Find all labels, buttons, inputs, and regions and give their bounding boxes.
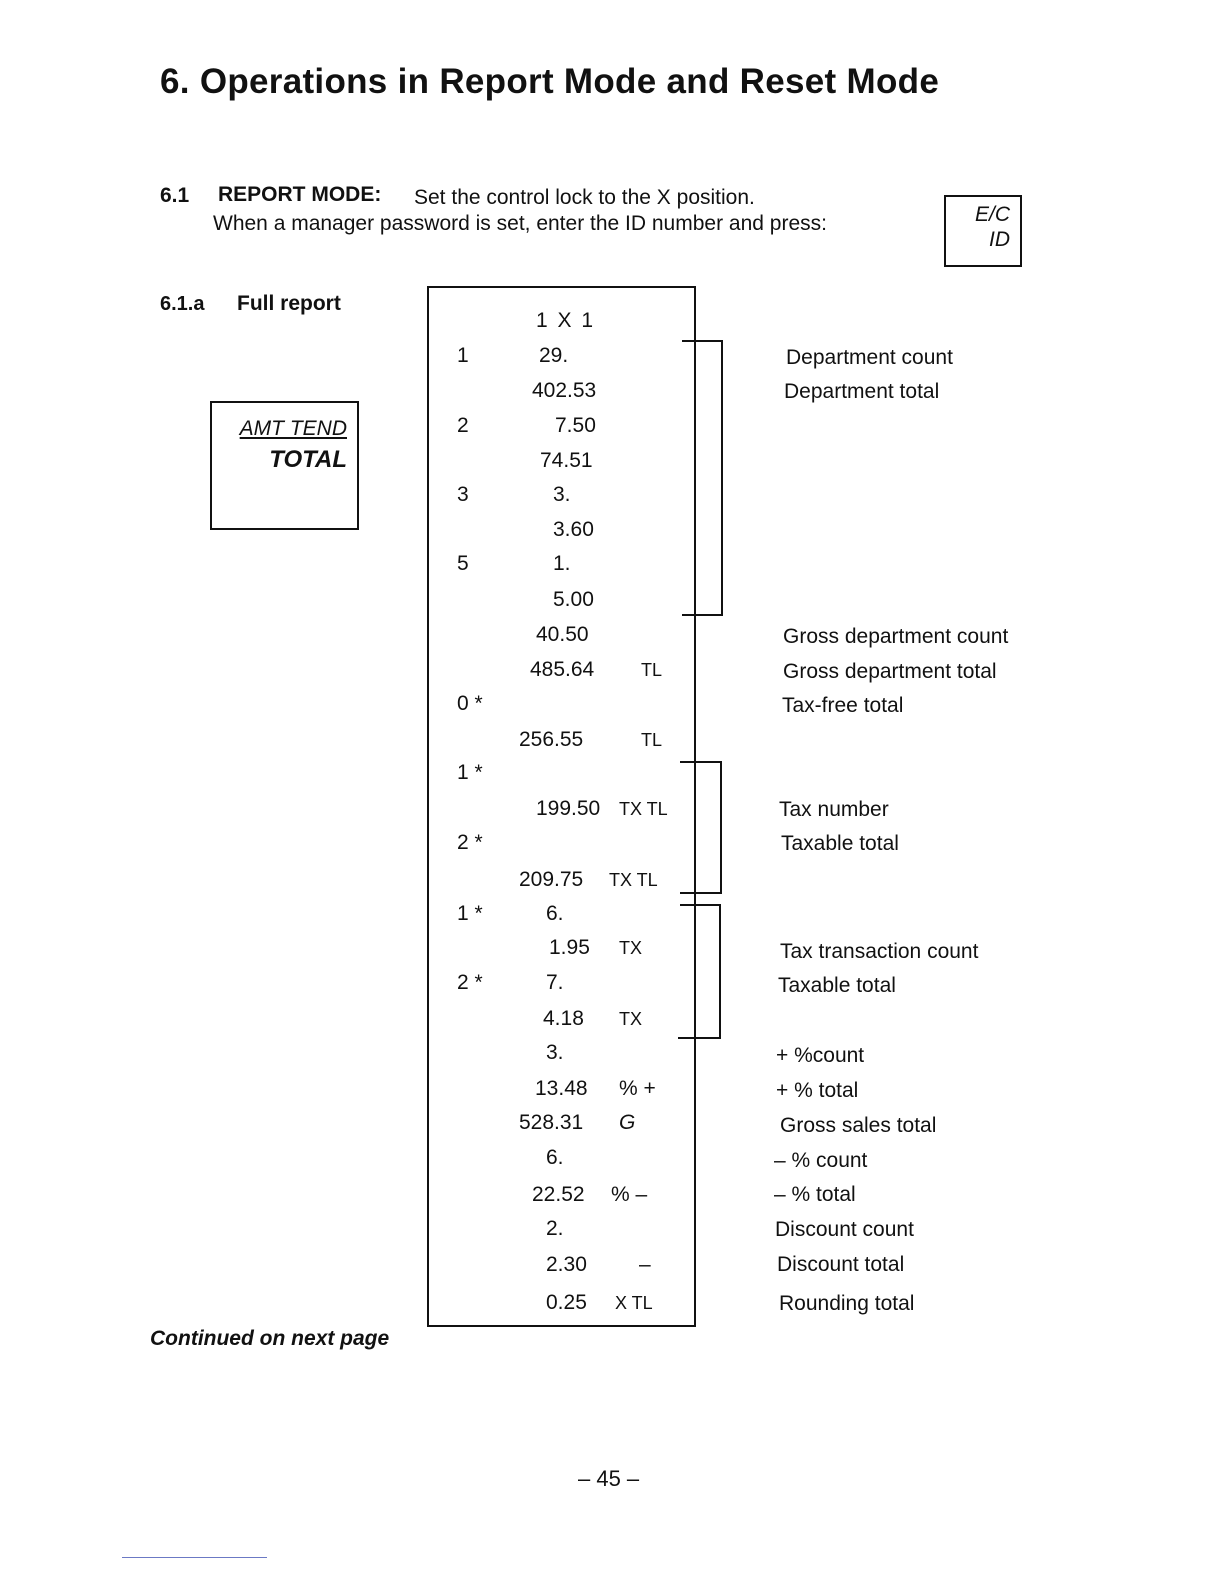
label-tax-transaction-count: Tax transaction count — [780, 940, 979, 963]
receipt-row-value: 5.00 — [553, 588, 594, 611]
receipt-row-value: 3. — [553, 483, 571, 506]
subsection-label: Full report — [237, 292, 341, 315]
receipt-row-left: 1 * — [457, 761, 483, 784]
receipt-row-symbol: % + — [619, 1077, 656, 1100]
label-minus-percent-count: – % count — [774, 1149, 868, 1172]
receipt-row-value: 485.64 — [530, 658, 595, 681]
bracket-tax-transaction — [678, 905, 720, 1038]
receipt-row-value: 256.55 — [519, 728, 584, 751]
section-text: Set the control lock to the X position. — [414, 186, 755, 209]
receipt-row-value: 3.60 — [553, 518, 594, 541]
total-key-label: TOTAL — [269, 446, 347, 473]
receipt-row-value: 29. — [539, 344, 569, 367]
label-taxable-total-2: Taxable total — [778, 974, 896, 997]
receipt-row-value: 6. — [546, 1146, 564, 1169]
receipt-row-value: 13.48 — [535, 1077, 588, 1100]
receipt-row-left: 3 — [457, 483, 469, 506]
receipt-row-value: 0.25 — [546, 1291, 587, 1314]
receipt-row-value: 3. — [546, 1041, 564, 1064]
label-minus-percent-total: – % total — [774, 1183, 856, 1206]
label-gross-department-count: Gross department count — [783, 625, 1009, 648]
receipt-row-left: 2 — [457, 414, 469, 437]
receipt-row-value: 2. — [546, 1217, 564, 1240]
receipt-row-left: 1 * — [457, 902, 483, 925]
label-department-total: Department total — [784, 380, 940, 403]
label-rounding-total: Rounding total — [779, 1292, 915, 1315]
receipt-row-symbol: TL — [641, 730, 663, 750]
receipt-row-value: 6. — [546, 902, 564, 925]
receipt-row-value: 209.75 — [519, 868, 584, 891]
receipt-row-value: 74.51 — [540, 449, 593, 472]
receipt-row-symbol: TX — [619, 938, 643, 958]
receipt-row-value: 2.30 — [546, 1253, 587, 1276]
footer-rule — [122, 1557, 267, 1558]
page-number: – 45 – — [578, 1466, 640, 1491]
receipt-row-symbol: % – — [611, 1183, 648, 1206]
receipt-row-symbol: – — [639, 1253, 651, 1276]
label-taxable-total: Taxable total — [781, 832, 899, 855]
label-tax-free-total: Tax-free total — [782, 694, 904, 717]
section-text-2: When a manager password is set, enter the ID number and press: — [213, 212, 827, 235]
ec-key-label: E/C — [974, 203, 1010, 226]
label-tax-number: Tax number — [779, 798, 889, 821]
label-plus-percent-count: + %count — [776, 1044, 865, 1067]
receipt-row-symbol: TX TL — [609, 870, 658, 890]
receipt-row-value: 7.50 — [555, 414, 596, 437]
receipt-row-symbol: TX — [619, 1009, 643, 1029]
receipt-row-symbol: TX TL — [619, 799, 668, 819]
page-title: 6. Operations in Report Mode and Reset Mode — [160, 62, 940, 101]
bracket-taxable — [680, 762, 721, 893]
subsection-number: 6.1.a — [160, 293, 205, 315]
receipt-row-value: 7. — [546, 971, 564, 994]
continued-note: Continued on next page — [150, 1327, 390, 1350]
receipt-header: 1 X 1 — [536, 309, 594, 332]
section-label: REPORT MODE: — [218, 183, 382, 206]
receipt-row-left: 1 — [457, 344, 469, 367]
receipt-row-value: 402.53 — [532, 379, 597, 402]
receipt-row-symbol: X TL — [615, 1293, 653, 1313]
receipt-row-value: 4.18 — [543, 1007, 584, 1030]
id-key-label: ID — [989, 228, 1010, 251]
section-number: 6.1 — [160, 184, 190, 207]
label-gross-sales-total: Gross sales total — [780, 1114, 937, 1137]
receipt-row-left: 2 * — [457, 831, 483, 854]
receipt-row-left: 0 * — [457, 692, 483, 715]
receipt-row-value: 1. — [553, 552, 571, 575]
receipt-row-value: 22.52 — [532, 1183, 585, 1206]
label-plus-percent-total: + % total — [776, 1079, 859, 1102]
receipt-row-value: 199.50 — [536, 797, 601, 820]
label-discount-count: Discount count — [775, 1218, 914, 1241]
bracket-department — [682, 341, 722, 615]
receipt-row-symbol: G — [619, 1111, 636, 1134]
receipt-row-value: 40.50 — [536, 623, 589, 646]
receipt-row-value: 528.31 — [519, 1111, 584, 1134]
receipt-row-left: 5 — [457, 552, 469, 575]
label-department-count: Department count — [786, 346, 953, 369]
label-discount-total: Discount total — [777, 1253, 905, 1276]
receipt-row-symbol: TL — [641, 660, 663, 680]
receipt-row-left: 2 * — [457, 971, 483, 994]
receipt-row-value: 1.95 — [549, 936, 590, 959]
amt-tend-key-label: AMT TEND — [239, 417, 347, 440]
label-gross-department-total: Gross department total — [783, 660, 997, 683]
